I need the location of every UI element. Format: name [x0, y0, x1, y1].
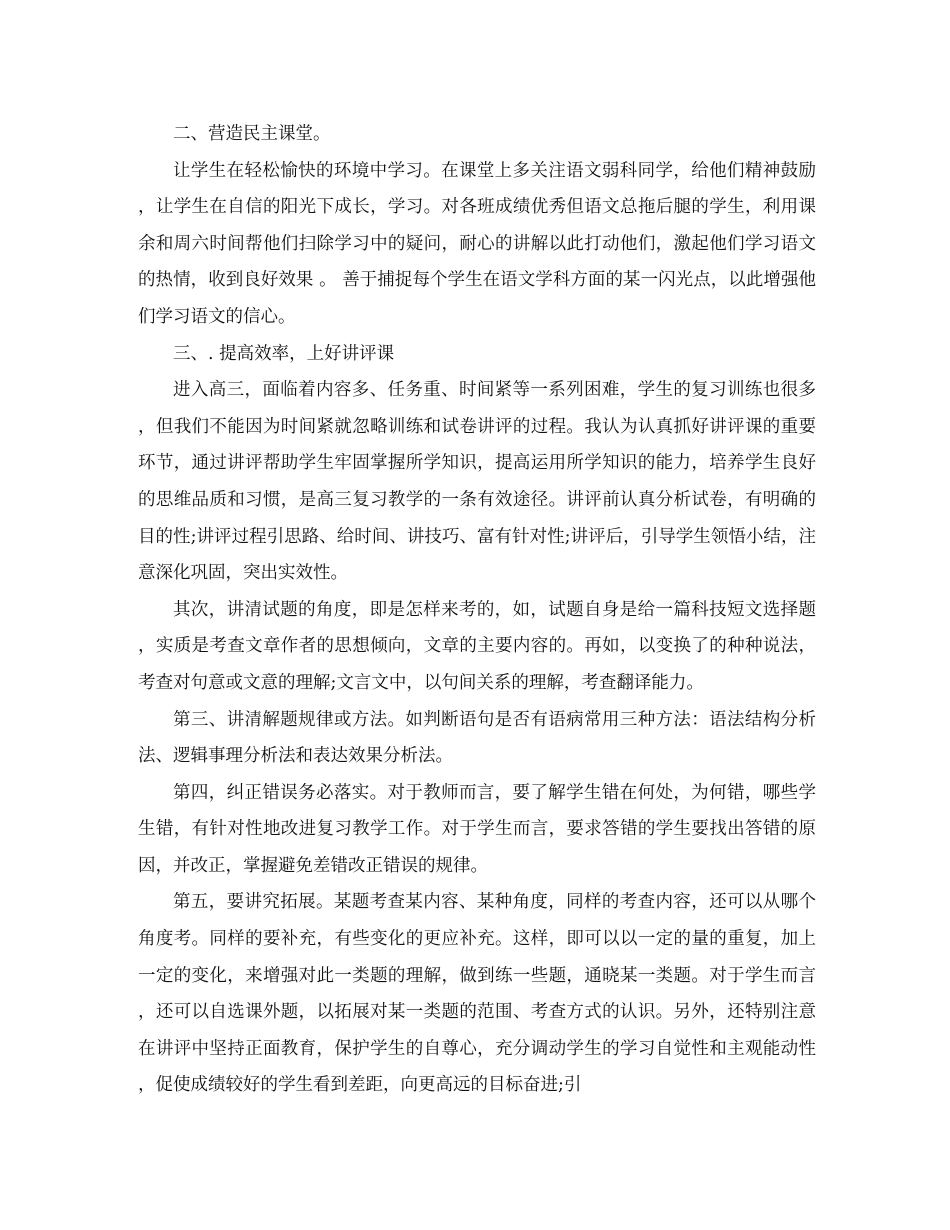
paragraph: 其次，讲清试题的角度，即是怎样来考的，如，试题自身是给一篇科技短文选择题，实质是考查文章作者的思想倾向，文章的主要内容的。再如，以变换了的种种说法，考查对句意或文意的理解;文言文中，以句间关系的理解，考查翻译能力。 [138, 599, 816, 693]
paragraph: 进入高三，面临着内容多、任务重、时间紧等一系列困难，学生的复习训练也很多，但我们不能因为时间紧就忽略训练和试卷讲评的过程。我认为认真抓好讲评课的重要环节，通过讲评帮助学生牢固掌握所学知识，提高运用所学知识的能力，培养学生良好的思维品质和习惯，是高三复习教学的一条有效途径。讲评前认真分析试卷，有明确的目的性;讲评过程引思路、给时间、讲技巧、富有针对性;讲评后，引导学生领悟小结，注意深化巩固，突出实效性。 [138, 380, 816, 584]
paragraph: 让学生在轻松愉快的环境中学习。在课堂上多关注语文弱科同学，给他们精神鼓励，让学生在自信的阳光下成长，学习。对各班成绩优秀但语文总拖后腿的学生，利用课余和周六时间帮他们扫除学习中的疑问，耐心的讲解以此打动他们，激起他们学习语文的热情，收到良好效果 。 善于捕捉每个学生在语文学科方面的某一闪光点，以此增强他们学习语文的信心。 [138, 160, 816, 327]
section-heading-3: 三、. 提高效率，上好讲评课 [173, 343, 395, 364]
document-body [138, 116, 816, 1104]
paragraph: 第四，纠正错误务必落实。对于教师而言，要了解学生错在何处，为何错，哪些学生错，有针对性地改进复习教学工作。对于学生而言，要求答错的学生要找出答错的原因，并改正，掌握避免差错改正错误的规律。 [138, 782, 816, 876]
section-heading-2: 二、营造民主课堂。 [173, 124, 331, 144]
paragraph: 第三、讲清解题规律或方法。如判断语句是否有语病常用三种方法：语法结构分析法、逻辑事理分析法和表达效果分析法。 [138, 709, 816, 767]
paragraph: 第五，要讲究拓展。某题考查某内容、某种角度，同样的考查内容，还可以从哪个角度考。同样的要补充，有些变化的更应补充。这样，即可以以一定的量的重复，加上一定的变化，来增强对此一类题的理解，做到练一些题，通晓某一类题。对于学生而言，还可以自选课外题，以拓展对某一类题的范围、考查方式的认识。另外，还特别注意在讲评中坚持正面教育，保护学生的自尊心，充分调动学生的学习自觉性和主观能动性，促使成绩较好的学生看到差距，向更高远的目标奋进;引 [138, 892, 816, 1096]
